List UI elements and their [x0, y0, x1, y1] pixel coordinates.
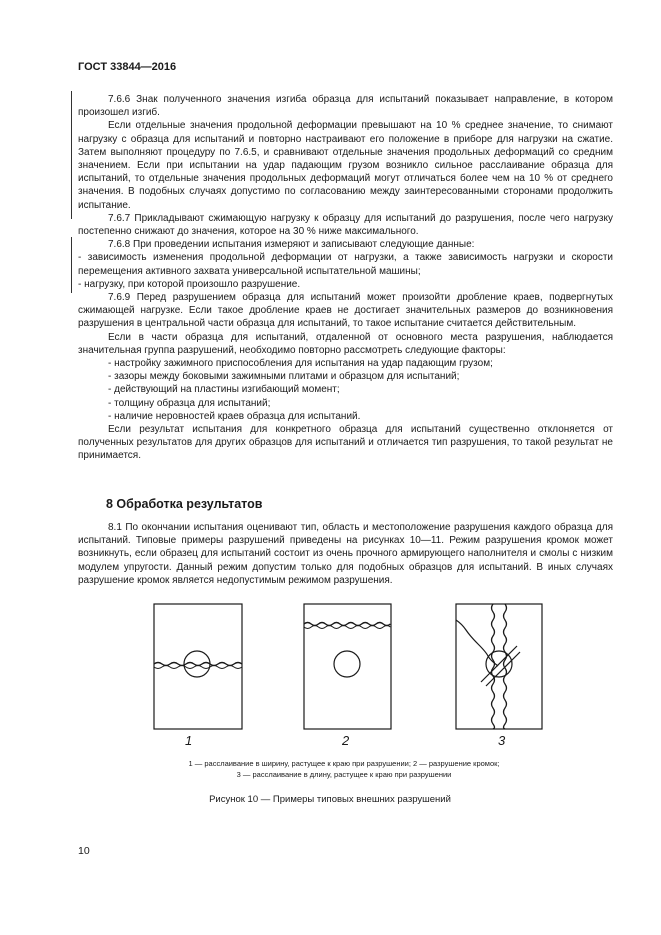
- list-item: - настройку зажимного приспособления для испытания на удар падающим грузом;: [108, 358, 493, 370]
- list-item: - наличие неровностей краев образца для испытаний.: [108, 410, 361, 422]
- paragraph-7-6-9: 7.6.9 Перед разрушением образца для испытаний может произойти дробление краев, подвергнутых сжимающей нагрузке. Если такое дробление краев не достигает значительных размеров до возникновения разрушения в центральной части образца для испытаний, то такое испытание считается действительным.: [78, 292, 613, 330]
- figure-label-3: 3: [498, 733, 506, 748]
- list-item: - действующий на пластины изгибающий момент;: [108, 384, 340, 396]
- paragraph-8-1: 8.1 По окончании испытания оценивают тип, область и местоположение разрушения каждого образца для испытаний. Типовые примеры разрушений приведены на рисунках 10—11. Режим разрушения кромок может возникнуть, если образец для испытаний состоит из очень прочного армирующего наполнителя и смолы с низким модулем упругости. Данный режим допустим только для подобных образцов для испытаний. В иных случаях разрушение кромок является недопустимым режимом разрушения.: [78, 522, 613, 586]
- paragraph-7-6-7: 7.6.7 Прикладывают сжимающую нагрузку к образцу для испытаний до разрушения, после чего нагрузку постепенно снижают до значения, которое на 30 % ниже максимального.: [78, 212, 613, 238]
- legend-line: 3 — расслаивание в длину, растущее к краю при разрушении: [236, 770, 452, 779]
- specimen-1-outline: [154, 604, 242, 729]
- paragraph-7-6-8: 7.6.8 При проведении испытания измеряют и записывают следующие данные:: [108, 239, 475, 251]
- figure-label-2: 2: [342, 733, 350, 748]
- section-title: 8 Обработка результатов: [106, 497, 263, 511]
- page-number: 10: [78, 845, 90, 857]
- specimen-2-edge-failure: [304, 626, 390, 629]
- paragraph: Если результат испытания для конкретного образца для испытаний существенно отклоняется от полученных результатов для других образцов для испытаний и отличается тип разрушения, то такой результат не принимается.: [78, 424, 613, 462]
- paragraph-7-6-6: 7.6.6 Знак полученного значения изгиба образца для испытаний показывает направление, в котором произошел изгиб.: [78, 94, 613, 119]
- specimen-2-hole: [334, 651, 360, 677]
- figure-label-1: 1: [185, 733, 193, 748]
- figure-legend: [100, 758, 588, 780]
- document-header: ГОСТ 33844—2016: [78, 61, 177, 73]
- list-item: - зависимость изменения продольной деформации от нагрузки, а также зависимость нагрузки и скорости перемещения активного захвата универсальной испытательной машины;: [78, 252, 613, 277]
- list-item: - толщину образца для испытаний;: [108, 397, 271, 409]
- specimen-2-edge-failure: [304, 623, 390, 626]
- list-item: - зазоры между боковыми зажимными плитами и образцом для испытаний;: [108, 371, 460, 383]
- specimen-1-hole: [184, 651, 210, 677]
- paragraph: Если отдельные значения продольной деформации превышают на 10 % среднее значение, то снимают нагрузку с образца для испытаний и повторно настраивают его положение в приборе для нагрузки на сжатие. Затем выполняют процедуру по 7.6.5, и сравнивают отдельные значения продольных деформаций со средним значением. Если при испытании на удар падающим грузом возникло сильное расслаивание образца для испытаний, то отдельные значения продольных деформаций могут отличаться более чем на 10 % от среднего значения. В подобных случаях допустимо по согласованию между заинтересованными сторонами продолжить испытание.: [78, 120, 613, 211]
- specimen-3-length-delamination: [492, 604, 495, 729]
- list-item: - нагрузку, при которой произошло разрушение.: [78, 278, 301, 290]
- paragraph: Если в части образца для испытаний, отдаленной от основного места разрушения, наблюдается значительная группа разрушений, необходимо повторно рассмотреть следующие факторы:: [78, 331, 613, 356]
- specimen-3-outline: [456, 604, 542, 729]
- figure-caption: Рисунок 10 — Примеры типовых внешних разрушений: [209, 794, 451, 805]
- legend-line: 1 — расслаивание в ширину, растущее к краю при разрушении; 2 — разрушение кромок;: [188, 759, 500, 768]
- specimen-1-width-delamination: [154, 666, 242, 669]
